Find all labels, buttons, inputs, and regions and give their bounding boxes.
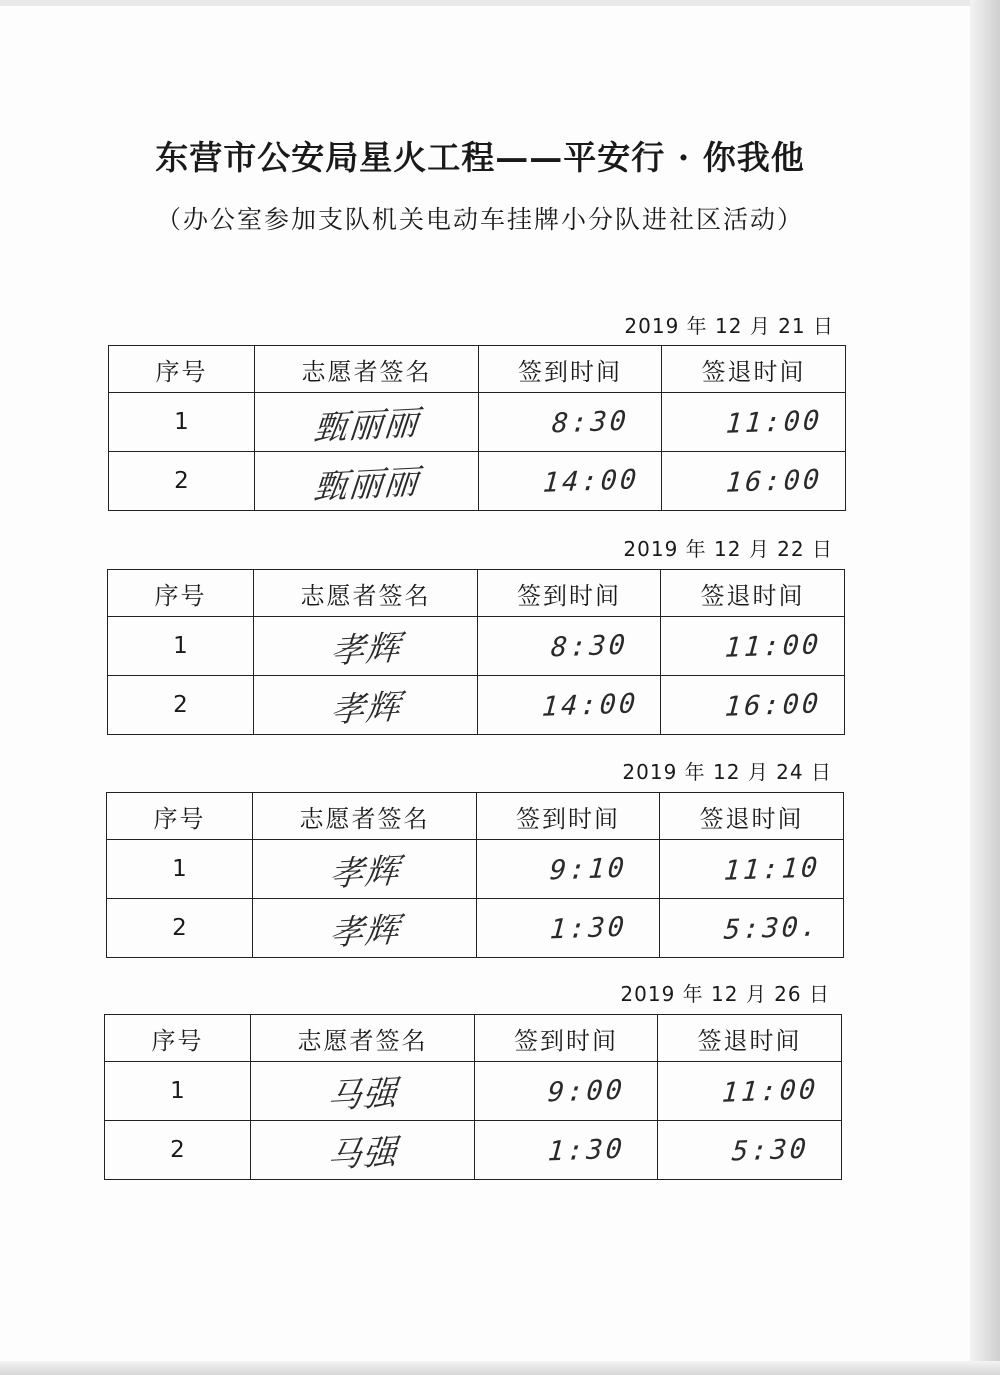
row-number: 2: [108, 676, 254, 735]
sign-in-time: 1:30: [477, 899, 660, 958]
header-volunteer-signature: 志愿者签名: [254, 570, 478, 617]
header-sign-out-time: 签退时间: [662, 346, 846, 393]
header-number: 序号: [107, 793, 253, 840]
sign-out-time: 16:00: [661, 676, 845, 735]
volunteer-signature: 马强: [251, 1062, 475, 1121]
volunteer-signature: 甄丽丽: [255, 393, 479, 452]
header-sign-in-time: 签到时间: [477, 793, 660, 840]
sign-out-time: 11:00: [662, 393, 846, 452]
row-number: 1: [107, 840, 253, 899]
header-number: 序号: [105, 1015, 251, 1062]
table-header-row: [109, 346, 846, 393]
sign-in-time: 8:30: [478, 617, 661, 676]
sign-in-time: 9:10: [477, 840, 660, 899]
session-date: 2019 年 12 月 21 日: [624, 314, 834, 338]
sign-out-time: 11:10: [660, 840, 844, 899]
sign-out-time: 5:30.: [660, 899, 844, 958]
table-row: [109, 452, 846, 511]
sign-in-time: 1:30: [475, 1121, 658, 1180]
header-sign-in-time: 签到时间: [479, 346, 662, 393]
table-row: [105, 1121, 842, 1180]
scan-edge-right: [970, 0, 1000, 1375]
session-date: 2019 年 12 月 24 日: [622, 760, 832, 784]
volunteer-signature: 甄丽丽: [255, 452, 479, 511]
page-subtitle: （办公室参加支队机关电动车挂牌小分队进社区活动）: [155, 205, 804, 234]
signin-table: [108, 345, 846, 511]
volunteer-signature: 孝辉: [253, 840, 477, 899]
sign-out-time: 11:00: [658, 1062, 842, 1121]
table-row: [107, 840, 844, 899]
header-sign-out-time: 签退时间: [661, 570, 845, 617]
row-number: 2: [105, 1121, 251, 1180]
header-number: 序号: [108, 570, 254, 617]
table-header-row: [108, 570, 845, 617]
row-number: 2: [107, 899, 253, 958]
header-sign-out-time: 签退时间: [660, 793, 844, 840]
table-row: [107, 899, 844, 958]
header-sign-in-time: 签到时间: [478, 570, 661, 617]
header-sign-out-time: 签退时间: [658, 1015, 842, 1062]
signin-table: [104, 1014, 842, 1180]
table-row: [105, 1062, 842, 1121]
volunteer-signature: 孝辉: [254, 617, 478, 676]
sign-in-time: 9:00: [475, 1062, 658, 1121]
row-number: 2: [109, 452, 255, 511]
header-volunteer-signature: 志愿者签名: [251, 1015, 475, 1062]
sign-in-time: 8:30: [479, 393, 662, 452]
sign-out-time: 5:30: [658, 1121, 842, 1180]
header-volunteer-signature: 志愿者签名: [255, 346, 479, 393]
scan-edge-bottom: [0, 1361, 1000, 1375]
session-date: 2019 年 12 月 22 日: [623, 537, 833, 561]
page-title: 东营市公安局星火工程——平安行 · 你我他: [155, 138, 805, 177]
header-volunteer-signature: 志愿者签名: [253, 793, 477, 840]
sign-out-time: 11:00: [661, 617, 845, 676]
table-header-row: [105, 1015, 842, 1062]
header-sign-in-time: 签到时间: [475, 1015, 658, 1062]
scan-edge-top: [0, 0, 1000, 6]
row-number: 1: [109, 393, 255, 452]
table-row: [108, 676, 845, 735]
signin-table: [106, 792, 844, 958]
table-header-row: [107, 793, 844, 840]
session-date: 2019 年 12 月 26 日: [620, 982, 830, 1006]
header-number: 序号: [109, 346, 255, 393]
table-row: [109, 393, 846, 452]
signin-table: [107, 569, 845, 735]
sign-in-time: 14:00: [479, 452, 662, 511]
sign-out-time: 16:00: [662, 452, 846, 511]
volunteer-signature: 孝辉: [254, 676, 478, 735]
row-number: 1: [105, 1062, 251, 1121]
volunteer-signature: 孝辉: [253, 899, 477, 958]
row-number: 1: [108, 617, 254, 676]
table-row: [108, 617, 845, 676]
volunteer-signature: 马强: [251, 1121, 475, 1180]
sign-in-time: 14:00: [478, 676, 661, 735]
